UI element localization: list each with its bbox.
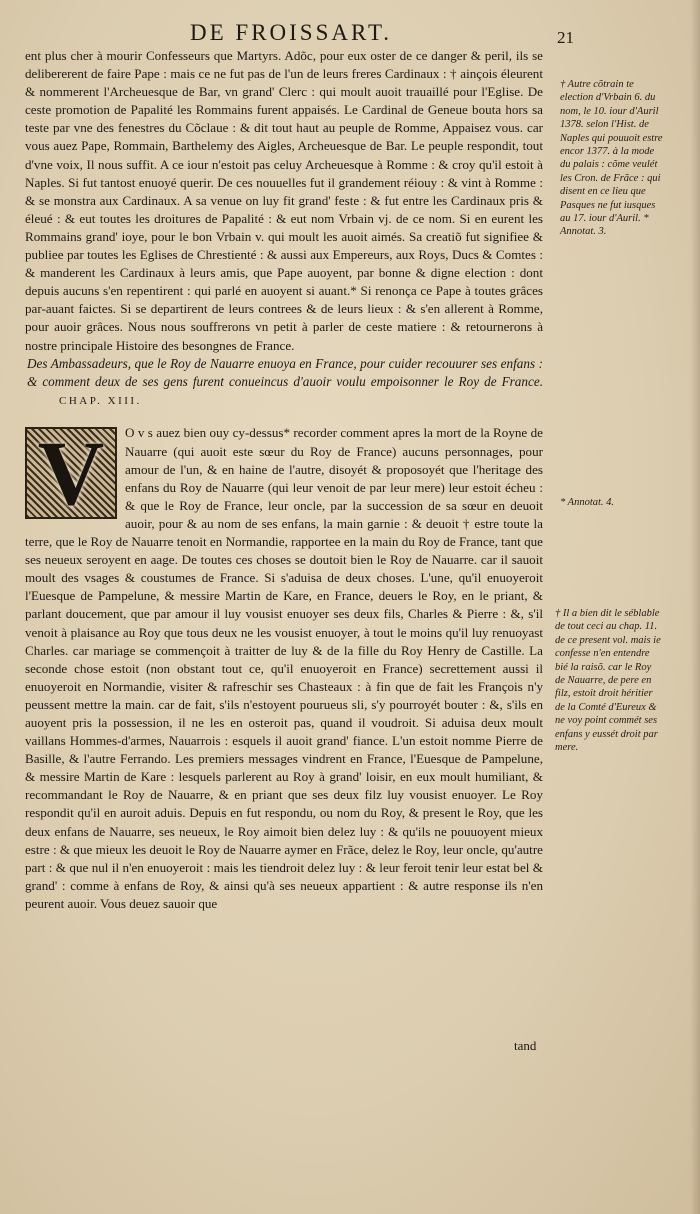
page-number: 21 xyxy=(557,28,574,47)
margin-note-election: † Autre cõtrain te election d'Vrbain 6. du nom, le 10. iour d'Auril 1378. selon l'Hist. de Naples qui pouuoit estre encor 1377. à la mode du palais : cõme veulét les Cron. de Frãce : qui disent en ce lieu que Pasques ne fut iusques au 17. iour d'Auril. * Annotat. 3. xyxy=(560,79,663,238)
catchword: tand xyxy=(514,1038,537,1053)
margin-note-annotation: * Annotat. 4. xyxy=(560,497,615,508)
running-title: DE FROISSART. xyxy=(190,20,393,45)
chapter-heading xyxy=(25,355,543,411)
page-edge-shadow xyxy=(690,0,700,1214)
paragraph-continuation: ent plus cher à mourir Confesseurs que Martyrs. Adõc, pour eux oster de ce danger & peril, ils se delibererent de faire Pape : mais ce ne fut pas de l'un de leurs freres Cardinaux : † ainçois éleurent & nommerent l'Archeuesque de Bar, vn grand' Clerc : qui moult auoit trauaillé pour l'Eglise. De ceste promotion de Papalité les Rommains furent appaisés. Le Cardinal de Geneue bouta hors sa teste par vne des fenestres du Cõclaue : & dit tout haut au peuple de Romme, Appaisez vous. car vous auez Pape, Rommain, Barthelemy des Aigles, Archeuesque de Bar. Le peuple respondit, tout d'vne voix, Il nous suffit. A ce iour n'estoit pas celuy Archeuesque à Romme : & croy qu'il estoit à Naples. Si fut tantost enuoyé querir. De ces nouuelles fut il grandement réiouy : & vint à Romme : & se monstra aux Cardinaux. A sa venue on luy fit grand' feste : & fut entre les Cardinaux pris & éleué : & eut toutes les droitures de Papalité : & eut nom Vrbain vj. de ce nom. Si en eurent les Rommains grand' ioye, pour le bon Vrbain v. qui moult les auoit aimés. Sa creatiõ fut signifiee & publiee par toutes les Eglises de Chrestienté : & aussi aux Empereurs, aux Roys, Ducs & Comtes : & manderent les Cardinaux à leurs amis, que Pape auoyent, par bonne & digne election : dont depuis aucuns s'en repentirent : qui parlé en auoyent si auant.* Si renonça ce Pape à toutes grâces par-auant faictes. Si se departirent de leurs contrees & de leurs lieux : & s'en allerent à Romme, pour auoir grâces. Nous nous souffrerons vn petit à parler de ceste matiere : & retournerons à nostre principale Histoire des besongnes de France. xyxy=(25,48,543,353)
chapter-paragraph-text: O v s auez bien ouy cy-dessus* recorder comment apres la mort de la Royne de Nauarre (qui auoit este sœur du Roy de France) aucuns personnages, pour amour de l'un, & en haine de l'autre, disoyét & proposoyét que l'heritage des enfans du Roy de Nauarre (qui leur venoit de par leur mere) leur estoit écheu : & que le Roy de France, leur oncle, par la succession de sa sœur en deuoit auoir, pour & au nom de ses enfans, la main garnie : & deuoit † estre toute la terre, que le Roy de Nauarre tenoit en Normandie, rapportee en la main du Roy de France, tant que ses neueux seroyent en aage. De toutes ces choses se doutoit bien le Roy de Nauarre. car il sauoit moult des vsages & coustumes de France. Si s'aduisa de deux choses. L'une, qu'il enuoyeroit l'Euesque de Pampelune, & messire Martin de Kare, en France, deuers le Roy, en le priant, & parlant doucement, que par amour il luy vousist enuoyer ses deux fils, Charles & Pierre : &, s'il venoit à plaisance au Roy que tous deux ne les vousist enuoyer, à tout le moins qu'il luy renuoyast Charles. car mariage se commençoit à traitter de luy & de la fille du Roy Henry de Castille. La seconde chose estoit (non obstant tout ce, qu'il enuoyeroit en France) secrettement aussi il enuoyeroit en Normandie, visiter & rafreschir ses Chasteaux : à fin que de fait les François n'y peussent mettre la main. car de fait, s'ils n'estoyent pourueus sli, s'y pourroyét bouter : &, s'ils en auoyent pris la possession, il ne les en osteroit pas, quand il voudroit. Si aduisa deux moult vaillans Hommes-d'armes, Nauarrois : esquels il auoit grand' fiance. L'un estoit nomme Pierre de Basille, & l'autre Ferrando. Les premiers messages vindrent en France, l'Euesque de Pampelune, & messire Martin de Kare : lesquels parlerent au Roy à grand' loisir, en eux moult humiliant, & recommandant le Roy de Nauarre, & en priant que ses deux filz luy vousist enuoyer. Le Roy respondit qu'il en auroit aduis. Depuis en fut respondu, ou nom du Roy, & present le Roy, que les deux enfans de Nauarre, ses neueux, le Roy aimoit bien delez luy : & qu'ils ne pouuoyent mieux estre : & que mieux les deuoit le Roy de Nauarre aymer en Frãce, delez le Roy, leur oncle, qu'autre part : & que nul il n'en enuoyeroit : mais les tiendroit delez luy : & leur feroit tenir leur estat bel & grand' : comme à enfans de Roy, & ainsi qu'à ses neueux appartient : & autre response ils n'en peurent auoir. Vous deuez sauoir que xyxy=(25,425,543,911)
chapter-heading-text: Des Ambassadeurs, que le Roy de Nauarre enuoya en France, pour cuider recouurer ses enfans : & comment deux de ses gens furent conueincus d'auoir voulu empoisonner le Roy de France. xyxy=(27,355,543,389)
main-text-column xyxy=(25,47,543,913)
ornamental-initial xyxy=(25,422,117,525)
page-header xyxy=(0,20,700,50)
initial-letter: V xyxy=(37,422,105,525)
chapter-label: CHAP. XIII. xyxy=(59,395,142,408)
chapter-paragraph xyxy=(25,424,543,913)
margin-note-heritage: † Il a bien dit le séblable de tout ceci au chap. 11. de ce present vol. mais ie confesse n'en entendre bié la raisõ. car le Roy de Nauarre, de pere en filz, estoit droit héritier de la Comté d'Eureux & ne voy point commét ses enfans y eussét droit par mere. xyxy=(555,608,661,754)
